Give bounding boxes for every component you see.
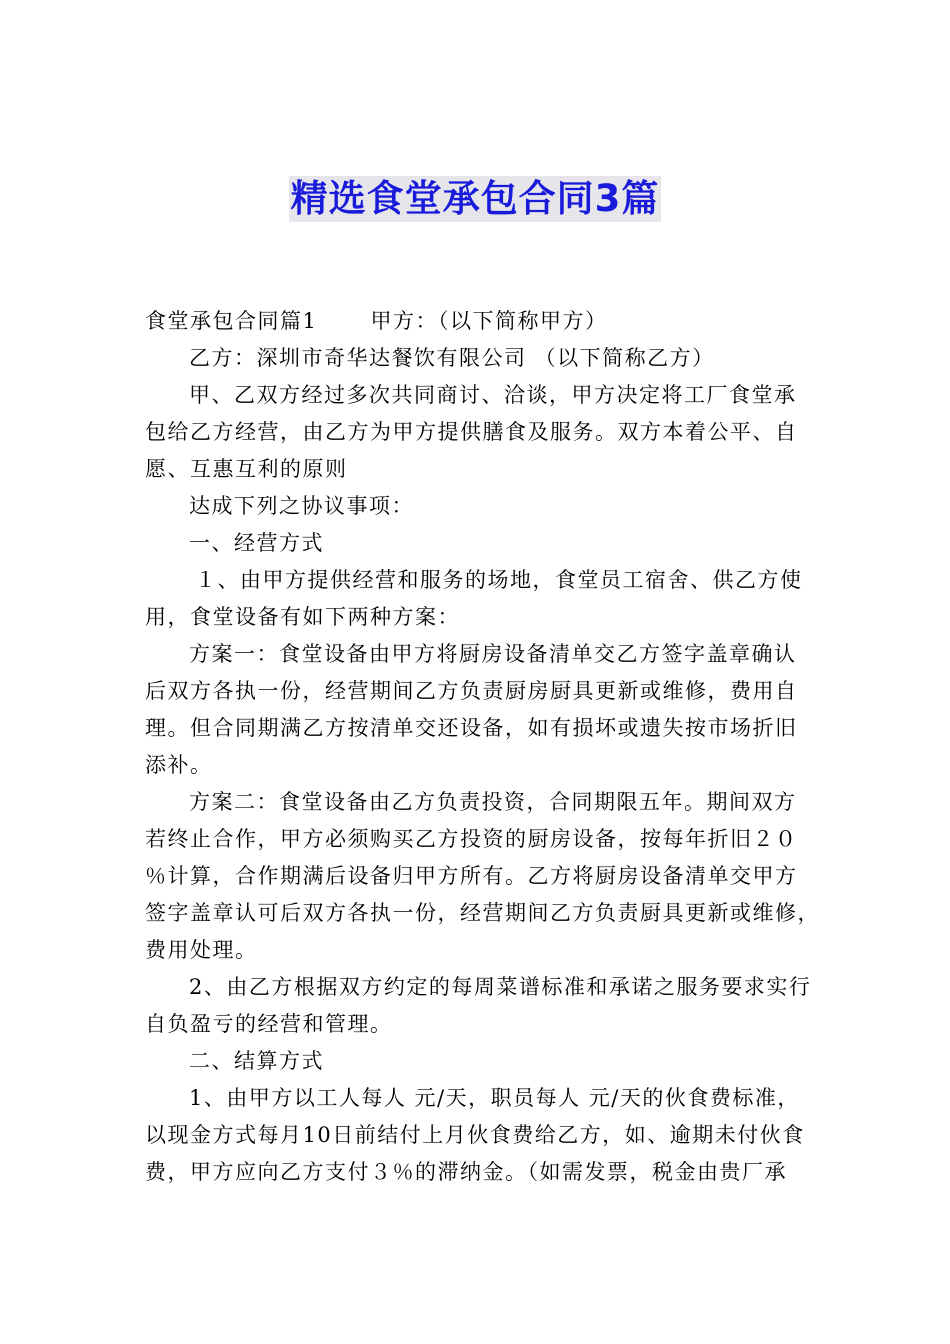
section-heading: 二、结算方式 (189, 1049, 324, 1073)
paragraph-line: 2、由乙方根据双方约定的每周菜谱标准和承诺之服务要求实行 (189, 975, 812, 999)
paragraph-line: 愿、互惠互利的原则 (145, 457, 348, 481)
paragraph-line: 以现金方式每月10日前结付上月伙食费给乙方，如、逾期未付伙食 (145, 1123, 805, 1147)
document-title: 精选食堂承包合同3篇 (290, 177, 660, 220)
title-container (0, 176, 950, 222)
party-b-line: 乙方：深圳市奇华达餐饮有限公司 （以下简称乙方） (189, 346, 715, 370)
contract-heading-line: 食堂承包合同篇1 甲方：（以下简称甲方） (145, 309, 608, 333)
paragraph-line: 包给乙方经营，由乙方为甲方提供膳食及服务。双方本着公平、自 (145, 420, 798, 444)
paragraph-line: 用，食堂设备有如下两种方案： (145, 605, 460, 629)
paragraph-line: 后双方各执一份，经营期间乙方负责厨房厨具更新或维修，费用自 (145, 679, 798, 703)
paragraph-line: 理。但合同期满乙方按清单交还设备，如有损坏或遗失按市场折旧 (145, 716, 798, 740)
paragraph-line: 费用处理。 (145, 938, 258, 962)
paragraph-line: 方案二：食堂设备由乙方负责投资，合同期限五年。期间双方 (189, 790, 797, 814)
paragraph-line: 费，甲方应向乙方支付３％的滞纳金。（如需发票，税金由贵厂承 (145, 1160, 787, 1184)
paragraph-line: 甲、乙双方经过多次共同商讨、洽谈，甲方决定将工厂食堂承 (189, 383, 797, 407)
document-body (145, 303, 820, 1191)
paragraph-line: 方案一：食堂设备由甲方将厨房设备清单交乙方签字盖章确认 (189, 642, 797, 666)
paragraph-line: 若终止合作，甲方必须购买乙方投资的厨房设备，按每年折旧２０ (145, 827, 798, 851)
paragraph-line: 签字盖章认可后双方各执一份，经营期间乙方负责厨具更新或维修， (145, 901, 820, 925)
section-heading: 一、经营方式 (189, 531, 324, 555)
paragraph-line: ％计算，合作期满后设备归甲方所有。乙方将厨房设备清单交甲方 (145, 864, 798, 888)
paragraph-line: 1、由甲方以工人每人 元/天，职员每人 元/天的伙食费标准， (189, 1086, 800, 1110)
paragraph-line: 添补。 (145, 753, 213, 777)
paragraph-line: 达成下列之协议事项： (189, 494, 414, 518)
paragraph-line: 自负盈亏的经营和管理。 (145, 1012, 393, 1036)
paragraph-line: １、由甲方提供经营和服务的场地，食堂员工宿舍、供乙方使 (195, 568, 803, 592)
